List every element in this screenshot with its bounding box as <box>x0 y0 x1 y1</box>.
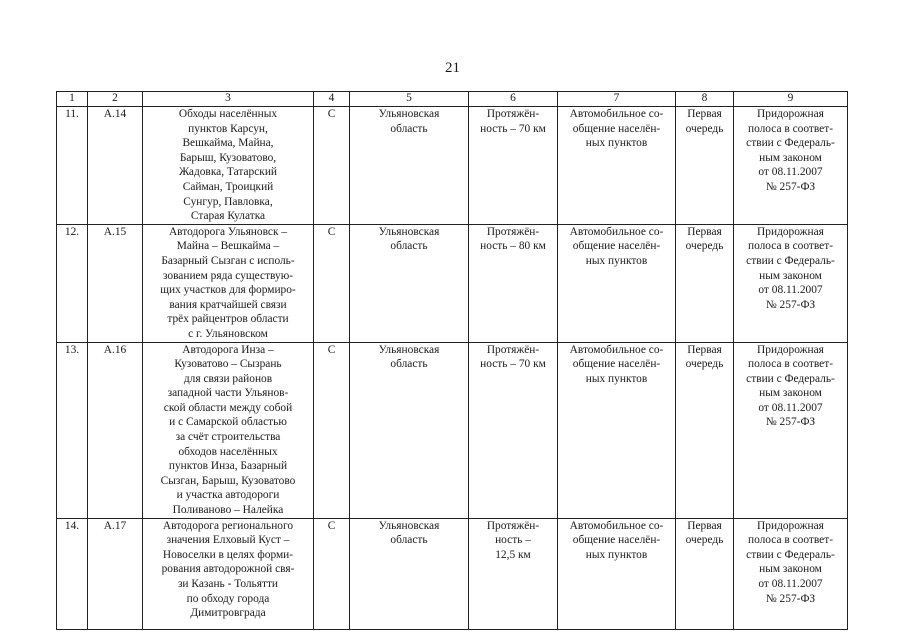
object-name-cell <box>143 518 314 629</box>
table-header-row <box>57 92 848 107</box>
object-name-cell <box>143 107 314 225</box>
queue-line: очередь <box>685 122 724 135</box>
object-name-line: Майна – Вешкайма – <box>176 240 280 253</box>
length-cell <box>469 518 558 629</box>
note-line: полоса в соответ- <box>747 122 834 135</box>
note-line: ным законом <box>759 151 822 164</box>
note-line: ствии с Федераль- <box>746 137 835 150</box>
note-cell <box>734 107 848 225</box>
object-name-line: ской области между собой <box>163 401 293 414</box>
object-name-line: значения Елховый Куст – <box>166 534 290 547</box>
object-code-cell: А.15 <box>88 224 143 342</box>
object-name-line: рования автодорожной свя- <box>161 563 295 576</box>
object-name-line: зованием ряда существую- <box>162 269 294 282</box>
queue-line: очередь <box>685 240 724 253</box>
note-cell <box>734 518 848 629</box>
object-name-line: Автодорога регионального <box>162 519 294 532</box>
purpose-cell <box>558 107 676 225</box>
purpose-cell <box>558 224 676 342</box>
purpose-cell <box>558 518 676 629</box>
object-name-line: Вешкайма, Майна, <box>182 137 274 150</box>
table-row <box>57 518 848 629</box>
purpose-line: общение населён- <box>572 122 661 135</box>
purpose-line: ных пунктов <box>585 137 648 150</box>
object-name-line: Димитровграда <box>190 607 266 620</box>
note-line: от 08.11.2007 <box>758 401 823 414</box>
column-header-2: 2 <box>88 92 143 107</box>
table-row <box>57 342 848 518</box>
note-line: Придорожная <box>757 519 824 532</box>
column-header-5: 5 <box>350 92 469 107</box>
purpose-line: Автомобильное со- <box>569 343 664 356</box>
note-line: ствии с Федераль- <box>746 548 835 561</box>
note-line: ным законом <box>759 269 822 282</box>
object-code-cell: А.17 <box>88 518 143 629</box>
note-line: ным законом <box>759 563 822 576</box>
length-line: Протяжён- <box>486 519 540 532</box>
object-code-cell: А.14 <box>88 107 143 225</box>
region-cell <box>350 518 469 629</box>
region-line: Ульяновская <box>378 343 440 356</box>
object-name-line: пунктов Инза, Базарный <box>168 460 288 473</box>
length-line: ность – <box>495 534 531 547</box>
object-name-line: Базарный Сызган с исполь- <box>161 254 295 267</box>
object-code-cell: А.16 <box>88 342 143 518</box>
region-line: Ульяновская <box>378 519 440 532</box>
object-name-line: обходов населённых <box>178 445 278 458</box>
region-cell <box>350 107 469 225</box>
queue-line: Первая <box>687 519 722 532</box>
queue-line: очередь <box>685 534 724 547</box>
length-line: Протяжён- <box>486 343 540 356</box>
purpose-line: Автомобильное со- <box>569 108 664 120</box>
table-row <box>57 224 848 342</box>
length-line: Протяжён- <box>486 225 540 238</box>
column-header-1: 1 <box>57 92 88 107</box>
purpose-line: общение населён- <box>572 358 661 371</box>
note-line: № 257-ФЗ <box>765 592 816 605</box>
queue-line: Первая <box>687 225 722 238</box>
length-line: 12,5 км <box>495 548 531 561</box>
length-line: ность – 70 км <box>480 358 546 371</box>
column-header-9: 9 <box>734 92 848 107</box>
length-cell <box>469 342 558 518</box>
note-line: ным законом <box>759 387 822 400</box>
table-row <box>57 107 848 225</box>
object-name-line: Автодорога Инза – <box>182 343 274 356</box>
row-number-cell: 13. <box>57 342 88 518</box>
object-name-line: пунктов Карсун, <box>188 122 268 135</box>
category-cell: С <box>314 224 350 342</box>
purpose-line: ных пунктов <box>585 548 648 561</box>
purpose-line: общение населён- <box>572 240 661 253</box>
category-cell: С <box>314 342 350 518</box>
object-name-line: Жадовка, Татарский <box>178 166 278 179</box>
object-name-line: Обходы населённых <box>178 108 278 120</box>
queue-cell <box>676 224 734 342</box>
purpose-cell <box>558 342 676 518</box>
object-name-line: зи Казань - Тольятти <box>177 578 279 590</box>
object-name-line: Барыш, Кузоватово, <box>179 151 277 164</box>
object-name-line: Новоселки в целях форми- <box>162 548 294 561</box>
column-header-6: 6 <box>469 92 558 107</box>
queue-cell <box>676 342 734 518</box>
note-line: полоса в соответ- <box>747 240 834 253</box>
purpose-line: Автомобильное со- <box>569 519 664 532</box>
note-line: от 08.11.2007 <box>758 284 823 297</box>
queue-line: очередь <box>685 358 724 371</box>
row-number-cell: 14. <box>57 518 88 629</box>
note-line: Придорожная <box>757 225 824 238</box>
object-name-line: трёх райцентров области <box>167 313 289 326</box>
length-cell <box>469 107 558 225</box>
note-line: № 257-ФЗ <box>765 180 816 193</box>
note-line: ствии с Федераль- <box>746 372 835 385</box>
purpose-line: Автомобильное со- <box>569 225 664 238</box>
object-name-line: по обходу города <box>186 592 270 605</box>
queue-cell <box>676 107 734 225</box>
note-line: полоса в соответ- <box>747 534 834 547</box>
region-line: область <box>390 240 428 253</box>
purpose-line: ных пунктов <box>585 254 648 267</box>
queue-line: Первая <box>687 343 722 356</box>
road-objects-table <box>56 91 848 630</box>
purpose-line: ных пунктов <box>585 372 648 385</box>
region-line: область <box>390 534 428 547</box>
queue-line: Первая <box>687 108 722 120</box>
row-number-cell: 12. <box>57 224 88 342</box>
length-line: Протяжён- <box>486 108 540 120</box>
category-cell: С <box>314 518 350 629</box>
column-header-8: 8 <box>676 92 734 107</box>
note-line: Придорожная <box>757 343 824 356</box>
note-cell <box>734 342 848 518</box>
column-header-7: 7 <box>558 92 676 107</box>
region-line: Ульяновская <box>378 108 440 120</box>
object-name-line: Старая Кулатка <box>190 210 266 223</box>
length-cell <box>469 224 558 342</box>
note-cell <box>734 224 848 342</box>
region-line: область <box>390 358 428 371</box>
column-header-4: 4 <box>314 92 350 107</box>
category-cell: С <box>314 107 350 225</box>
queue-cell <box>676 518 734 629</box>
object-name-line: Автодорога Ульяновск – <box>168 225 288 238</box>
row-number-cell: 11. <box>57 107 88 225</box>
object-name-cell <box>143 224 314 342</box>
object-name-line: и с Самарской областью <box>169 416 287 429</box>
object-name-line: Поливаново – Налейка <box>172 504 284 517</box>
note-line: от 08.11.2007 <box>758 166 823 179</box>
object-name-line: Сызган, Барыш, Кузоватово <box>160 474 296 487</box>
region-cell <box>350 224 469 342</box>
object-name-line: Кузоватово – Сызрань <box>174 358 282 371</box>
object-name-line: щих участков для формиро- <box>160 284 296 297</box>
column-header-3: 3 <box>143 92 314 107</box>
object-name-cell <box>143 342 314 518</box>
note-line: № 257-ФЗ <box>765 298 816 311</box>
object-name-line: для связи районов <box>183 372 273 385</box>
note-line: от 08.11.2007 <box>758 578 823 590</box>
note-line: № 257-ФЗ <box>765 416 816 429</box>
object-name-line: Сунгур, Павловка, <box>183 195 273 208</box>
region-line: область <box>390 122 428 135</box>
object-name-line: с г. Ульяновском <box>188 327 268 340</box>
length-line: ность – 80 км <box>480 240 546 253</box>
object-name-line: Сайман, Троицкий <box>182 180 274 193</box>
page-number: 21 <box>445 60 460 76</box>
object-name-line: западной части Ульянов- <box>167 387 289 400</box>
note-line: Придорожная <box>757 108 824 120</box>
region-cell <box>350 342 469 518</box>
object-name-line: и участка автодороги <box>176 489 280 502</box>
purpose-line: общение населён- <box>572 534 661 547</box>
object-name-line: вания кратчайшей связи <box>169 298 287 311</box>
note-line: полоса в соответ- <box>747 358 834 371</box>
object-name-line: за счёт строительства <box>175 431 281 444</box>
length-line: ность – 70 км <box>480 122 546 135</box>
region-line: Ульяновская <box>378 225 440 238</box>
note-line: ствии с Федераль- <box>746 254 835 267</box>
